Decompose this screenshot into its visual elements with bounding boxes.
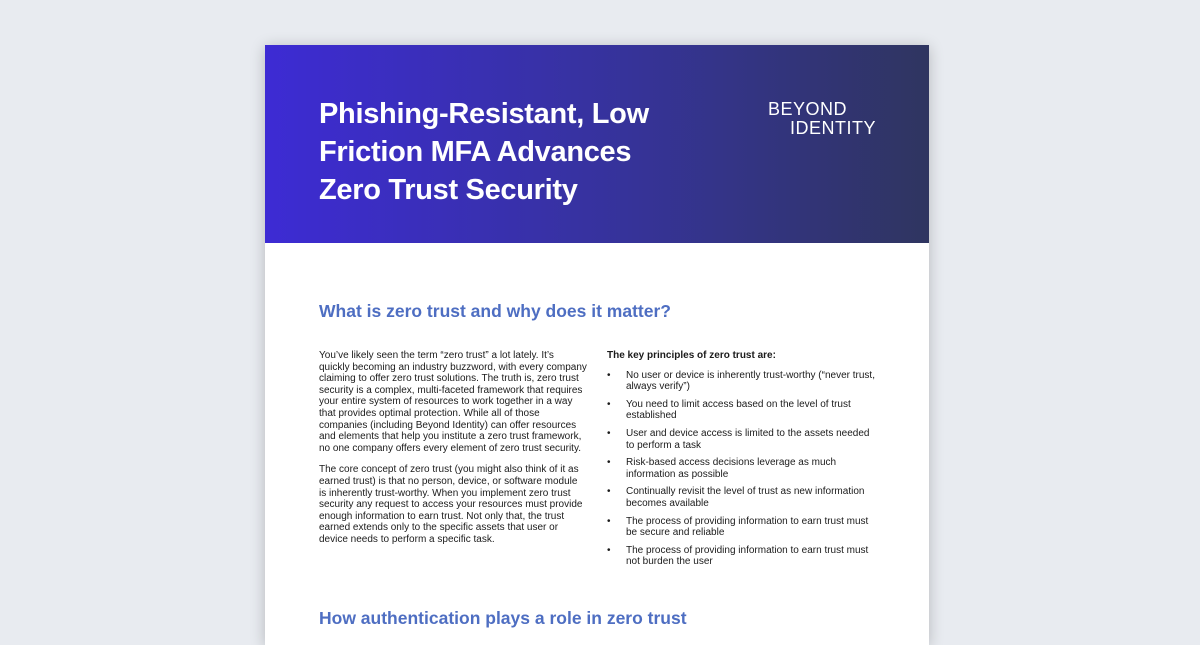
list-item-text: The process of providing information to earn trust must not burden the user [626,544,869,568]
list-item [607,428,877,451]
list-item-text: User and device access is limited to the assets needed to perform a task [626,427,870,451]
list-item [607,457,877,480]
bullet-icon: • [607,457,611,469]
principles-column [607,350,877,574]
paragraph: The core concept of zero trust (you might also think of it as earned trust) is that no person, device, or software module is inherently trust-worthy. When you implement zero trust security any request to access your resources must provide enough information to earn trust. Not only that, the trust earned extends only to the specific assets that user or device needs to perform a specific task. [319,464,583,545]
beyond-identity-logo [768,100,876,138]
bullet-icon: • [607,486,611,498]
section-heading: What is zero trust and why does it matter? [319,301,671,321]
list-item-text: The process of providing information to earn trust must be secure and reliable [626,515,869,539]
list-item [607,370,877,393]
principles-list [607,370,877,568]
logo-line: IDENTITY [790,118,877,138]
header-banner [265,45,929,243]
list-item [607,486,877,509]
bullet-icon: • [607,544,611,556]
title-line: Friction MFA Advances [319,136,632,168]
list-item-text: You need to limit access based on the level of trust established [626,398,851,422]
list-item [607,399,877,422]
list-item [607,545,877,568]
list-item-text: Risk-based access decisions leverage as much information as possible [626,457,837,480]
section-heading: How authentication plays a role in zero trust [319,608,687,628]
paragraph: You’ve likely seen the term “zero trust” a lot lately. It’s quickly becoming an industry buzzword, with every company claiming to offer zero trust solutions. The truth is, zero trust security is a complex, multi-faceted framework that requires your entire system of resources to work together in a way that provides optimal protection. While all of those companies (including Beyond Identity) can offer resources and elements that help you institute a zero trust framework, no one company offers every element of zero trust security. [319,350,587,454]
list-item-text: No user or device is inherently trust-worthy (“never trust, always verify”) [626,369,875,393]
logo-line: BEYOND [768,99,848,119]
document-page [265,45,929,645]
list-item-text: Continually revisit the level of trust as new information becomes available [626,486,865,509]
bullet-icon: • [607,398,611,410]
bullet-icon: • [607,515,611,527]
principles-lead: The key principles of zero trust are: [607,350,776,361]
list-item [607,516,877,539]
title-line: Phishing-Resistant, Low [319,98,649,130]
title-line: Zero Trust Security [319,174,578,206]
bullet-icon: • [607,369,611,381]
bullet-icon: • [607,427,611,439]
document-title [319,95,679,209]
intro-column [319,350,587,556]
